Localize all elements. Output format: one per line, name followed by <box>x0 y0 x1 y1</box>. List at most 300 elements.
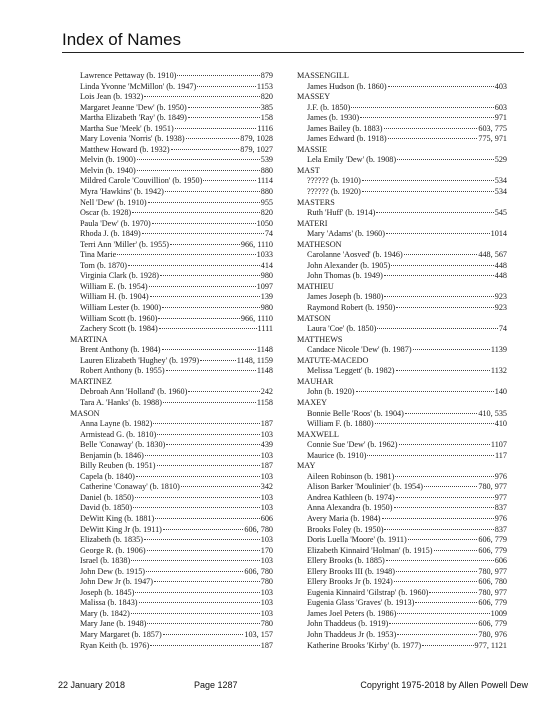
index-entry <box>70 472 273 483</box>
entry-page-reference: 410, 535 <box>478 408 507 418</box>
entry-page-reference: 977 <box>494 492 507 502</box>
page-title: Index of Names <box>62 30 182 49</box>
entry-page-reference: 103 <box>260 587 273 597</box>
surname-label: MASON <box>70 408 100 418</box>
entry-page-reference: 187 <box>260 419 273 429</box>
entry-name: John Dew (b. 1915) <box>80 566 146 576</box>
entry-name: William F. (b. 1880) <box>307 419 374 429</box>
entry-name: Ellery Brooks III (b. 1948) <box>307 566 395 576</box>
entry-page-reference: 1050 <box>256 218 273 228</box>
entry-page-reference: 966, 1110 <box>240 239 273 249</box>
entry-name: Ryan Keith (b. 1976) <box>80 640 150 650</box>
dot-leader <box>152 223 256 224</box>
entry-page-reference: 103 <box>260 492 273 502</box>
entry-page-reference: 606 <box>260 513 273 523</box>
surname-label: MATERI <box>297 218 328 228</box>
surname-heading <box>297 398 507 409</box>
dot-leader <box>377 328 497 329</box>
entry-page-reference: 545 <box>494 208 507 218</box>
surname-heading <box>297 356 507 367</box>
index-entry <box>70 345 273 356</box>
dot-leader <box>396 307 493 308</box>
index-entry <box>297 609 507 620</box>
entry-name: Connie Sue 'Dew' (b. 1962) <box>307 440 398 450</box>
index-entry <box>70 240 273 251</box>
entry-page-reference: 140 <box>494 387 507 397</box>
entry-page-reference: 139 <box>260 292 273 302</box>
dot-leader <box>200 360 236 361</box>
entry-name: Robert Anthony (b. 1955) <box>80 366 165 376</box>
entry-name: DeWitt King (b. 1881) <box>80 513 155 523</box>
index-entry <box>297 345 507 356</box>
entry-name: Andrea Kathleen (b. 1974) <box>307 492 395 502</box>
entry-name: David (b. 1850) <box>80 503 133 513</box>
dot-leader <box>360 117 494 118</box>
dot-leader <box>162 307 260 308</box>
entry-name: Mary (b. 1842) <box>80 608 130 618</box>
entry-name: John Thaddeus Jr (b. 1953) <box>307 629 397 639</box>
entry-name: Melvin (b. 1900) <box>80 155 136 165</box>
dot-leader <box>203 180 256 181</box>
index-entry <box>70 451 273 462</box>
entry-page-reference: 879, 1028 <box>240 134 273 144</box>
dot-leader <box>165 191 260 192</box>
entry-page-reference: 1148 <box>256 345 273 355</box>
index-entry <box>297 588 507 599</box>
entry-name: Ellery Brooks (b. 1885) <box>307 556 385 566</box>
dot-leader <box>188 117 260 118</box>
entry-name: DeWitt King Jr (b. 1911) <box>80 524 162 534</box>
index-entry <box>297 187 507 198</box>
entry-page-reference: 1097 <box>256 281 273 291</box>
entry-name: Elizabeth (b. 1835) <box>80 535 143 545</box>
entry-name: Linda Yvonne 'McMillon' (b. 1947) <box>80 81 197 91</box>
entry-page-reference: 103 <box>260 598 273 608</box>
index-entry <box>297 103 507 114</box>
entry-name: Joseph (b. 1845) <box>80 587 135 597</box>
entry-name: Paula 'Dew' (b. 1970) <box>80 218 151 228</box>
entry-name: Eugenia Kinnaird 'Gilstrap' (b. 1960) <box>307 587 429 597</box>
surname-heading <box>297 461 507 472</box>
entry-name: Lawrence Pettaway (b. 1910) <box>80 71 177 80</box>
entry-page-reference: 780, 977 <box>478 482 507 492</box>
dot-leader <box>133 507 260 508</box>
dot-leader <box>157 465 260 466</box>
surname-heading <box>297 430 507 441</box>
dot-leader <box>389 623 477 624</box>
surname-heading <box>297 71 507 82</box>
entry-name: James Hudson (b. 1860) <box>307 81 387 91</box>
dot-leader <box>186 138 240 139</box>
dot-leader <box>144 539 260 540</box>
dot-leader <box>388 86 494 87</box>
entry-page-reference: 955 <box>260 197 273 207</box>
entry-page-reference: 103 <box>260 556 273 566</box>
index-entry <box>70 103 273 114</box>
entry-page-reference: 775, 971 <box>478 134 507 144</box>
dot-leader <box>136 476 260 477</box>
entry-page-reference: 976 <box>494 513 507 523</box>
dot-leader <box>397 159 494 160</box>
index-entry <box>297 229 507 240</box>
entry-name: James Joseph (b. 1980) <box>307 292 384 302</box>
entry-page-reference: 780, 977 <box>478 587 507 597</box>
entry-name: Matthew Howard (b. 1932) <box>80 144 170 154</box>
entry-page-reference: 977, 1121 <box>474 640 507 650</box>
entry-name: Ruth 'Huff' (b. 1914) <box>307 208 376 218</box>
index-entry <box>70 556 273 567</box>
dot-leader <box>396 571 477 572</box>
entry-page-reference: 103 <box>260 503 273 513</box>
dot-leader <box>384 128 478 129</box>
surname-label: MASTERS <box>297 197 335 207</box>
index-entry <box>70 398 273 409</box>
dot-leader <box>391 265 493 266</box>
entry-page-reference: 880 <box>260 165 273 175</box>
index-entry <box>70 314 273 325</box>
entry-page-reference: 966, 1110 <box>240 313 273 323</box>
footer-date: 22 January 2018 <box>58 680 126 690</box>
dot-leader <box>155 518 259 519</box>
entry-page-reference: 923 <box>494 303 507 313</box>
entry-name: Capela (b. 1840) <box>80 471 135 481</box>
surname-label: MAUHAR <box>297 376 334 386</box>
entry-page-reference: 837 <box>494 524 507 534</box>
index-entry <box>70 493 273 504</box>
entry-page-reference: 103 <box>260 535 273 545</box>
entry-name: Mary Jane (b. 1948) <box>80 619 147 629</box>
entry-page-reference: 820 <box>260 208 273 218</box>
dot-leader <box>188 107 260 108</box>
dot-leader <box>396 370 490 371</box>
index-entry <box>297 630 507 641</box>
entry-name: Brooks Foley (b. 1950) <box>307 524 384 534</box>
dot-leader <box>163 529 243 530</box>
dot-leader <box>424 486 477 487</box>
dot-leader <box>394 581 478 582</box>
entry-name: Mary Lovenia 'Norris' (b. 1938) <box>80 134 185 144</box>
index-entry <box>70 229 273 240</box>
entry-page-reference: 780 <box>260 619 273 629</box>
entry-page-reference: 780, 977 <box>478 566 507 576</box>
entry-page-reference: 342 <box>260 482 273 492</box>
dot-leader <box>135 497 260 498</box>
entry-page-reference: 403 <box>494 81 507 91</box>
dot-leader <box>147 623 259 624</box>
index-entry <box>297 387 507 398</box>
entry-page-reference: 971 <box>494 113 507 123</box>
index-entry <box>70 609 273 620</box>
entry-name: Belle 'Conaway' (b. 1830) <box>80 440 166 450</box>
entry-page-reference: 1114 <box>257 176 273 186</box>
entry-page-reference: 606, 779 <box>478 598 507 608</box>
dot-leader <box>434 550 478 551</box>
dot-leader <box>375 423 494 424</box>
index-entry <box>70 82 273 93</box>
index-entry <box>70 261 273 272</box>
dot-leader <box>177 75 259 76</box>
index-entry <box>297 567 507 578</box>
surname-label: MAXWELL <box>297 429 339 439</box>
dot-leader <box>137 170 260 171</box>
entry-page-reference: 117 <box>495 450 507 460</box>
index-entry <box>70 430 273 441</box>
entry-name: Tom (b. 1870) <box>80 260 127 270</box>
surname-heading <box>297 219 507 230</box>
entry-name: Terri Ann 'Miller' (b. 1955) <box>80 239 170 249</box>
index-entry <box>70 324 273 335</box>
entry-name: William Scott (b. 1960) <box>80 313 158 323</box>
entry-page-reference: 879 <box>260 71 273 80</box>
entry-name: William E. (b. 1954) <box>80 281 148 291</box>
index-entry <box>70 619 273 630</box>
index-entry <box>70 588 273 599</box>
entry-page-reference: 606, 780 <box>244 566 273 576</box>
index-entry <box>70 567 273 578</box>
surname-heading <box>70 335 273 346</box>
index-entry <box>297 155 507 166</box>
index-column-left <box>70 71 273 651</box>
footer-page-number: Page 1287 <box>194 680 238 690</box>
dot-leader <box>386 233 490 234</box>
entry-page-reference: 410 <box>494 419 507 429</box>
index-entry <box>70 630 273 641</box>
index-entry <box>297 292 507 303</box>
entry-page-reference: 187 <box>260 461 273 471</box>
entry-page-reference: 1158 <box>256 397 273 407</box>
entry-name: Katherine Brooks 'Kirby' (b. 1977) <box>307 640 422 650</box>
index-column-right <box>297 71 507 651</box>
surname-heading <box>297 314 507 325</box>
entry-page-reference: 1009 <box>490 608 507 618</box>
index-entry <box>297 208 507 219</box>
index-entry <box>297 577 507 588</box>
index-entry <box>297 303 507 314</box>
dot-leader <box>150 296 260 297</box>
dot-leader <box>382 518 494 519</box>
entry-name: Armistead G. (b. 1810) <box>80 429 157 439</box>
index-entry <box>70 387 273 398</box>
dot-leader <box>145 455 260 456</box>
surname-heading <box>297 198 507 209</box>
dot-leader <box>408 539 478 540</box>
index-entry <box>70 356 273 367</box>
entry-name: George R. (b. 1906) <box>80 545 146 555</box>
entry-page-reference: 170 <box>260 545 273 555</box>
entry-page-reference: 1116 <box>257 123 273 133</box>
entry-page-reference: 1014 <box>490 229 507 239</box>
entry-name: Anna Alexandra (b. 1950) <box>307 503 393 513</box>
dot-leader <box>397 613 489 614</box>
entry-name: Raymond Robert (b. 1950) <box>307 303 396 313</box>
dot-leader <box>157 434 260 435</box>
index-entry <box>297 440 507 451</box>
index-entry <box>297 482 507 493</box>
dot-leader <box>149 286 256 287</box>
entry-page-reference: 439 <box>260 440 273 450</box>
entry-name: Maurice (b. 1910) <box>307 450 367 460</box>
surname-label: MAY <box>297 461 316 471</box>
index-entry <box>70 145 273 156</box>
surname-label: MAST <box>297 165 320 175</box>
index-entry <box>70 282 273 293</box>
index-entry <box>297 82 507 93</box>
index-entry <box>297 366 507 377</box>
entry-name: Carolanne 'Aosved' (b. 1946) <box>307 250 403 260</box>
surname-label: MATSON <box>297 313 331 323</box>
index-entry <box>70 166 273 177</box>
index-entry <box>297 525 507 536</box>
index-entry <box>297 451 507 462</box>
dot-leader <box>422 645 473 646</box>
dot-leader <box>163 634 244 635</box>
surname-label: MAXEY <box>297 397 328 407</box>
entry-page-reference: 780 <box>260 577 273 587</box>
entry-name: James Edward (b. 1918) <box>307 134 387 144</box>
entry-name: Melissa 'Leggett' (b. 1982) <box>307 366 395 376</box>
entry-name: Melvin (b. 1940) <box>80 165 136 175</box>
surname-heading <box>297 282 507 293</box>
entry-name: Malissa (b. 1843) <box>80 598 138 608</box>
dot-leader <box>162 349 256 350</box>
entry-name: James (b. 1930) <box>307 113 360 123</box>
dot-leader <box>166 370 256 371</box>
entry-page-reference: 606, 779 <box>478 535 507 545</box>
entry-page-reference: 74 <box>264 229 273 239</box>
index-entry <box>297 472 507 483</box>
entry-name: John Thomas (b. 1949) <box>307 271 383 281</box>
entry-name: Brent Anthony (b. 1984) <box>80 345 161 355</box>
index-entry <box>70 514 273 525</box>
surname-label: MASSEY <box>297 92 331 102</box>
dot-leader <box>351 107 493 108</box>
dot-leader <box>405 413 477 414</box>
index-entry <box>70 440 273 451</box>
index-entry <box>297 419 507 430</box>
dot-leader <box>158 318 239 319</box>
index-entry <box>297 514 507 525</box>
dot-leader <box>154 581 260 582</box>
entry-page-reference: 606 <box>494 556 507 566</box>
entry-name: Israel (b. 1838) <box>80 556 131 566</box>
entry-page-reference: 1107 <box>490 440 507 450</box>
dot-leader <box>146 571 243 572</box>
entry-name: William Lester (b. 1900) <box>80 303 162 313</box>
entry-name: Mary Margaret (b. 1857) <box>80 629 162 639</box>
dot-leader <box>166 444 259 445</box>
surname-heading <box>297 145 507 156</box>
surname-label: MATUTE-MACEDO <box>297 355 369 365</box>
index-entry <box>70 366 273 377</box>
index-entry <box>70 134 273 145</box>
entry-page-reference: 780, 976 <box>478 629 507 639</box>
entry-page-reference: 820 <box>260 92 273 102</box>
index-entry <box>297 409 507 420</box>
dot-leader <box>395 476 493 477</box>
index-entry <box>297 503 507 514</box>
entry-name: Virginia Clark (b. 1928) <box>80 271 159 281</box>
index-entry <box>70 155 273 166</box>
dot-leader <box>137 159 260 160</box>
entry-page-reference: 976 <box>494 471 507 481</box>
entry-name: Benjamin (b. 1846) <box>80 450 144 460</box>
index-entry <box>297 641 507 652</box>
entry-name: Catherine 'Conaway' (b. 1810) <box>80 482 180 492</box>
entry-name: Elizabeth Kinnaird 'Holman' (b. 1915) <box>307 545 433 555</box>
dot-leader <box>399 444 490 445</box>
surname-heading <box>70 409 273 420</box>
entry-name: Laura 'Coe' (b. 1850) <box>307 324 377 334</box>
dot-leader <box>181 486 260 487</box>
entry-name: John (b. 1920) <box>307 387 355 397</box>
index-entry <box>70 303 273 314</box>
index-entry <box>297 535 507 546</box>
dot-leader <box>376 212 493 213</box>
entry-page-reference: 1153 <box>256 81 273 91</box>
dot-leader <box>362 180 494 181</box>
index-entry <box>70 461 273 472</box>
entry-name: Debroah Ann 'Holland' (b. 1960) <box>80 387 188 397</box>
entry-page-reference: 880 <box>260 187 273 197</box>
dot-leader <box>394 507 494 508</box>
entry-name: ?????? (b. 1920) <box>307 187 361 197</box>
index-entry <box>297 113 507 124</box>
entry-page-reference: 603, 775 <box>478 123 507 133</box>
entry-name: Rhoda J. (b. 1849) <box>80 229 141 239</box>
surname-label: MATTHEWS <box>297 334 343 344</box>
index-entry <box>70 598 273 609</box>
entry-page-reference: 837 <box>494 503 507 513</box>
index-entry <box>70 198 273 209</box>
dot-leader <box>413 349 490 350</box>
entry-name: John Thaddeus (b. 1919) <box>307 619 389 629</box>
dot-leader <box>131 560 259 561</box>
entry-name: Aileen Robinson (b. 1981) <box>307 471 395 481</box>
entry-page-reference: 1033 <box>256 250 273 260</box>
entry-page-reference: 158 <box>260 113 273 123</box>
index-entry <box>297 134 507 145</box>
index-entry <box>297 493 507 504</box>
index-entry <box>70 535 273 546</box>
surname-heading <box>297 166 507 177</box>
entry-page-reference: 879, 1027 <box>240 144 273 154</box>
entry-page-reference: 980 <box>260 271 273 281</box>
entry-page-reference: 187 <box>260 640 273 650</box>
index-entry <box>70 219 273 230</box>
index-entry <box>70 271 273 282</box>
dot-leader <box>362 191 494 192</box>
entry-name: Myra 'Hawkins' (b. 1942) <box>80 187 164 197</box>
dot-leader <box>153 423 259 424</box>
entry-page-reference: 606, 780 <box>244 524 273 534</box>
entry-page-reference: 603 <box>494 102 507 112</box>
dot-leader <box>404 254 478 255</box>
entry-name: Martha Sue 'Meek' (b. 1951) <box>80 123 174 133</box>
dot-leader <box>429 592 477 593</box>
entry-name: Oscar (b. 1928) <box>80 208 132 218</box>
entry-name: Daniel (b. 1850) <box>80 492 134 502</box>
entry-name: Bonnie Belle 'Roos' (b. 1904) <box>307 408 404 418</box>
entry-page-reference: 103 <box>260 471 273 481</box>
dot-leader <box>356 391 494 392</box>
entry-name: Mildred Carole 'Couvillion' (b. 1950) <box>80 176 203 186</box>
entry-name: Eugenia Glass 'Graves' (b. 1913) <box>307 598 415 608</box>
index-entry <box>297 324 507 335</box>
dot-leader <box>171 149 240 150</box>
index-entry <box>297 250 507 261</box>
dot-leader <box>147 550 260 551</box>
index-entry <box>70 250 273 261</box>
